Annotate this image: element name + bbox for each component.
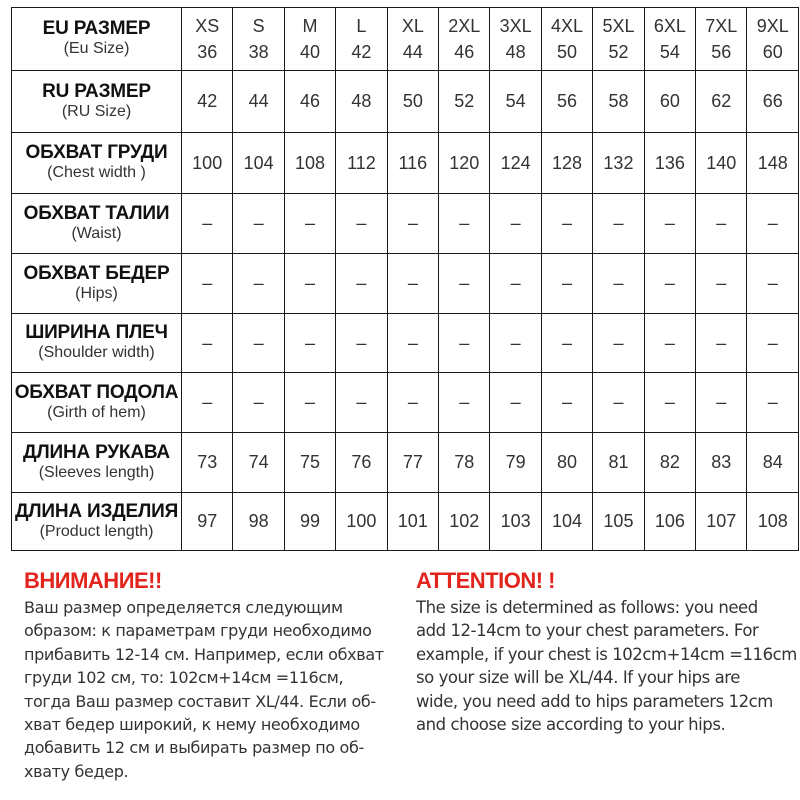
table-cell: – [284, 194, 335, 254]
row-label-en: (Product length) [39, 522, 154, 540]
table-cell: – [490, 254, 541, 314]
eu-size-number: 40 [300, 42, 321, 62]
row-label-ru: RU РАЗМЕР [42, 80, 151, 102]
table-cell: 62 [696, 71, 747, 133]
table-cell: – [182, 254, 233, 314]
table-cell: – [593, 373, 644, 433]
table-cell: – [541, 373, 592, 433]
table-cell: – [644, 194, 695, 254]
table-cell: 82 [644, 433, 695, 493]
eu-size-number: 42 [351, 42, 372, 62]
table-cell: 60 [644, 71, 695, 133]
table-cell: – [490, 373, 541, 433]
table-cell: 116 [387, 133, 438, 194]
table-cell: – [182, 194, 233, 254]
row-label [12, 133, 182, 194]
row-label [12, 254, 182, 314]
table-cell: – [387, 254, 438, 314]
row-label-ru: ДЛИНА ИЗДЕЛИЯ [14, 500, 179, 522]
row-label-en: (Waist) [71, 224, 122, 242]
row-label-ru: ОБХВАТ ТАЛИИ [23, 202, 170, 224]
size-header-cell [439, 8, 490, 71]
table-cell: 101 [387, 493, 438, 551]
table-cell: 100 [336, 493, 387, 551]
table-cell: – [541, 314, 592, 373]
table-cell: 83 [696, 433, 747, 493]
table-cell: – [387, 314, 438, 373]
table-cell: 108 [284, 133, 335, 194]
table-cell: 104 [541, 493, 592, 551]
table-cell: 52 [439, 71, 490, 133]
table-cell: 76 [336, 433, 387, 493]
table-cell: 74 [233, 433, 284, 493]
row-label-en: (Chest width ) [47, 164, 146, 181]
table-cell: – [696, 194, 747, 254]
row-label-en: (Sleeves length) [38, 463, 155, 481]
table-cell: – [336, 373, 387, 433]
row-label [12, 433, 182, 493]
size-header-cell [541, 8, 592, 71]
table-cell: – [387, 194, 438, 254]
table-cell: – [439, 314, 490, 373]
size-letter: 7XL [705, 16, 738, 36]
table-cell: – [490, 314, 541, 373]
table-cell: – [747, 373, 799, 433]
table-cell: 108 [747, 493, 799, 551]
table-cell: 80 [541, 433, 592, 493]
row-label [12, 373, 182, 433]
row-label-en: (Girth of hem) [47, 403, 146, 421]
row-label-en: (Hips) [75, 284, 118, 302]
size-header-cell [284, 8, 335, 71]
eu-size-number: 46 [454, 42, 475, 62]
table-row [12, 433, 799, 493]
size-letter: S [252, 16, 265, 36]
table-cell: 103 [490, 493, 541, 551]
size-header-cell [182, 8, 233, 71]
table-cell: – [593, 254, 644, 314]
row-label [12, 314, 182, 373]
table-cell: – [439, 254, 490, 314]
table-cell: 98 [233, 493, 284, 551]
row-label-ru: EU РАЗМЕР [42, 18, 151, 39]
size-letter: 2XL [448, 16, 481, 36]
row-label-ru: ШИРИНА ПЛЕЧ [25, 322, 168, 343]
table-row [12, 314, 799, 373]
attention-title-ru: ВНИМАНИЕ!! [24, 568, 162, 593]
table-cell: – [233, 254, 284, 314]
table-cell: 56 [541, 71, 592, 133]
size-chart-table [11, 7, 799, 551]
size-letter: 4XL [551, 16, 584, 36]
size-header-cell [696, 8, 747, 71]
table-cell: – [182, 373, 233, 433]
table-cell: – [490, 194, 541, 254]
table-cell: – [747, 194, 799, 254]
eu-size-number: 38 [248, 42, 269, 62]
table-cell: – [747, 314, 799, 373]
table-cell: 75 [284, 433, 335, 493]
table-cell: 97 [182, 493, 233, 551]
table-cell: 100 [182, 133, 233, 194]
table-cell: 132 [593, 133, 644, 194]
table-cell: 66 [747, 71, 799, 133]
row-label-ru: ОБХВАТ БЕДЕР [23, 262, 170, 284]
table-cell: – [541, 254, 592, 314]
size-header-cell [644, 8, 695, 71]
table-cell: 102 [439, 493, 490, 551]
size-letter: M [302, 16, 318, 36]
table-cell: 136 [644, 133, 695, 194]
table-cell: – [233, 314, 284, 373]
table-cell: – [233, 373, 284, 433]
table-cell: – [439, 194, 490, 254]
table-cell: 120 [439, 133, 490, 194]
table-cell: 48 [336, 71, 387, 133]
table-cell: 42 [182, 71, 233, 133]
table-cell: – [387, 373, 438, 433]
eu-size-number: 56 [711, 42, 732, 62]
table-cell: 99 [284, 493, 335, 551]
table-cell: – [696, 373, 747, 433]
table-cell: 148 [747, 133, 799, 194]
table-cell: 77 [387, 433, 438, 493]
table-cell: – [593, 314, 644, 373]
table-cell: – [696, 314, 747, 373]
table-cell: 78 [439, 433, 490, 493]
table-row [12, 373, 799, 433]
row-label-ru: ОБХВАТ ГРУДИ [25, 142, 168, 163]
eu-size-number: 60 [762, 42, 783, 62]
size-letter: XL [401, 16, 424, 36]
size-header-cell [233, 8, 284, 71]
table-cell: – [336, 314, 387, 373]
size-letter: 6XL [653, 16, 686, 36]
table-row [12, 71, 799, 133]
table-cell: 54 [490, 71, 541, 133]
size-letter: 5XL [602, 16, 635, 36]
header-row [12, 8, 799, 71]
table-cell: – [284, 314, 335, 373]
table-row [12, 194, 799, 254]
table-cell: 46 [284, 71, 335, 133]
row-label [12, 71, 182, 133]
attention-note-ru [24, 566, 409, 783]
table-cell: 140 [696, 133, 747, 194]
size-letter: XS [195, 16, 220, 36]
table-cell: 50 [387, 71, 438, 133]
table-cell: 107 [696, 493, 747, 551]
table-cell: – [233, 194, 284, 254]
table-cell: – [541, 194, 592, 254]
table-cell: 105 [593, 493, 644, 551]
attention-note-en [416, 566, 800, 736]
table-cell: 81 [593, 433, 644, 493]
table-cell: – [747, 254, 799, 314]
table-cell: – [182, 314, 233, 373]
eu-size-number: 54 [659, 42, 680, 62]
table-cell: 84 [747, 433, 799, 493]
table-cell: 112 [336, 133, 387, 194]
table-cell: – [696, 254, 747, 314]
table-cell: 124 [490, 133, 541, 194]
row-label-en: (Shoulder width) [38, 344, 155, 361]
size-header-cell [336, 8, 387, 71]
table-cell: 73 [182, 433, 233, 493]
eu-size-number: 44 [402, 42, 423, 62]
size-header-cell [747, 8, 799, 71]
table-cell: 58 [593, 71, 644, 133]
size-letter: 3XL [499, 16, 532, 36]
size-header-cell [490, 8, 541, 71]
table-row [12, 254, 799, 314]
table-cell: – [284, 373, 335, 433]
row-label-ru: ОБХВАТ ПОДОЛА [14, 381, 179, 403]
eu-size-number: 52 [608, 42, 629, 62]
eu-size-number: 50 [557, 42, 578, 62]
row-label [12, 8, 182, 71]
size-letter: L [356, 16, 367, 36]
size-letter: 9XL [756, 16, 789, 36]
size-header-cell [387, 8, 438, 71]
table-cell: – [336, 194, 387, 254]
attention-text-en: The size is determined as follows: you need add 12-14cm to your chest parameters. For example, if your chest is 102cm+14cm =116cm so your size will be XL/44. If your hips are wide, you need add to hips parameters 12cm and choose size according to your hips. [416, 598, 797, 735]
table-cell: 44 [233, 71, 284, 133]
row-label-en: (Eu Size) [63, 40, 130, 57]
row-label [12, 493, 182, 551]
attention-text-ru: Ваш размер определяется следующим образом: к параметрам груди необходимо прибавить 12-14 см. Например, если обхват груди 102 см, то: 102см+14см =116см, тогда Ваш размер составит XL/44. Если об- хват бедер широкий, к нему необходимо добавить 12 см и выбирать размер по об- хвату бедер. [24, 598, 384, 781]
attention-title-en: ATTENTION! ! [416, 568, 556, 593]
row-label-ru: ДЛИНА РУКАВА [23, 441, 170, 463]
table-row [12, 493, 799, 551]
eu-size-number: 36 [197, 42, 218, 62]
table-cell: 106 [644, 493, 695, 551]
table-cell: 79 [490, 433, 541, 493]
eu-size-number: 48 [505, 42, 526, 62]
table-cell: – [439, 373, 490, 433]
size-header-cell [593, 8, 644, 71]
row-label [12, 194, 182, 254]
table-cell: – [644, 254, 695, 314]
table-cell: – [644, 373, 695, 433]
table-cell: 104 [233, 133, 284, 194]
table-row [12, 133, 799, 194]
table-cell: 128 [541, 133, 592, 194]
row-label-en: (RU Size) [61, 102, 132, 120]
table-cell: – [593, 194, 644, 254]
table-cell: – [284, 254, 335, 314]
table-cell: – [336, 254, 387, 314]
table-cell: – [644, 314, 695, 373]
